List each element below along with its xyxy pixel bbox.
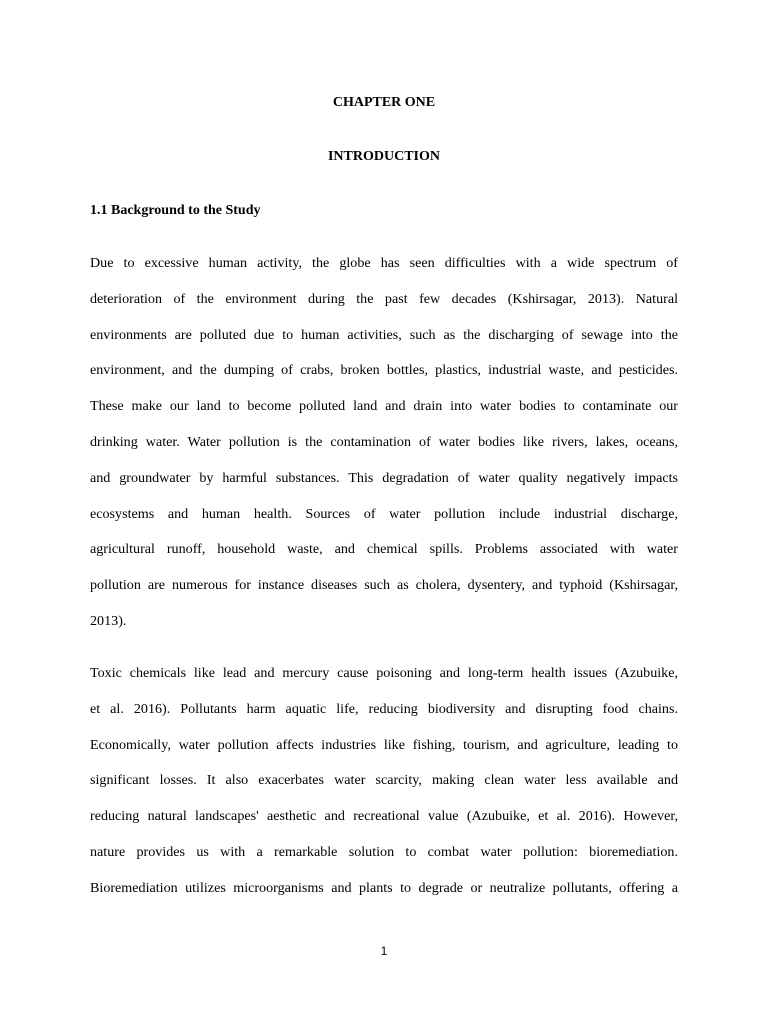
paragraph-line: reducing natural landscapes' aesthetic and recreational value (Azubuike, et al. 2016). However, xyxy=(90,808,678,825)
paragraph xyxy=(90,246,678,640)
paragraph-line: Economically, water pollution affects industries like fishing, tourism, and agriculture, leading to xyxy=(90,736,678,753)
paragraph-line: Bioremediation utilizes microorganisms and plants to degrade or neutralize pollutants, offering a xyxy=(90,879,678,896)
paragraph xyxy=(90,656,678,907)
subsection-heading: 1.1 Background to the Study xyxy=(90,203,261,218)
section-title: INTRODUCTION xyxy=(327,149,440,164)
paragraph-line: et al. 2016). Pollutants harm aquatic life, reducing biodiversity and disrupting food chains. xyxy=(90,700,678,717)
paragraph-line: and groundwater by harmful substances. This degradation of water quality negatively impacts xyxy=(90,469,678,486)
paragraph-line: ecosystems and human health. Sources of water pollution include industrial discharge, xyxy=(90,505,678,522)
paragraph-line: Due to excessive human activity, the globe has seen difficulties with a wide spectrum of xyxy=(90,255,678,271)
paragraph-line: deterioration of the environment during the past few decades (Kshirsagar, 2013). Natural xyxy=(90,290,678,307)
paragraph-line: environment, and the dumping of crabs, broken bottles, plastics, industrial waste, and pesticides. xyxy=(90,362,678,379)
paragraph-line: drinking water. Water pollution is the contamination of water bodies like rivers, lakes, oceans, xyxy=(90,433,678,450)
paragraph-line: 2013). xyxy=(90,612,127,629)
paragraph-line: These make our land to become polluted land and drain into water bodies to contaminate our xyxy=(90,398,678,415)
paragraph-line: agricultural runoff, household waste, and chemical spills. Problems associated with water xyxy=(90,541,678,558)
page-number: 1 xyxy=(380,944,388,958)
paragraph-line: Toxic chemicals like lead and mercury cause poisoning and long-term health issues (Azubuike, xyxy=(90,665,678,681)
paragraph-line: nature provides us with a remarkable solution to combat water pollution: bioremediation. xyxy=(90,843,678,860)
paragraph-line: environments are polluted due to human activities, such as the discharging of sewage into the xyxy=(90,326,678,343)
paragraph-line: pollution are numerous for instance diseases such as cholera, dysentery, and typhoid (Kshirsagar, xyxy=(90,577,678,594)
paragraph-line: significant losses. It also exacerbates water scarcity, making clean water less available and xyxy=(90,772,678,789)
chapter-title: CHAPTER ONE xyxy=(332,95,436,110)
